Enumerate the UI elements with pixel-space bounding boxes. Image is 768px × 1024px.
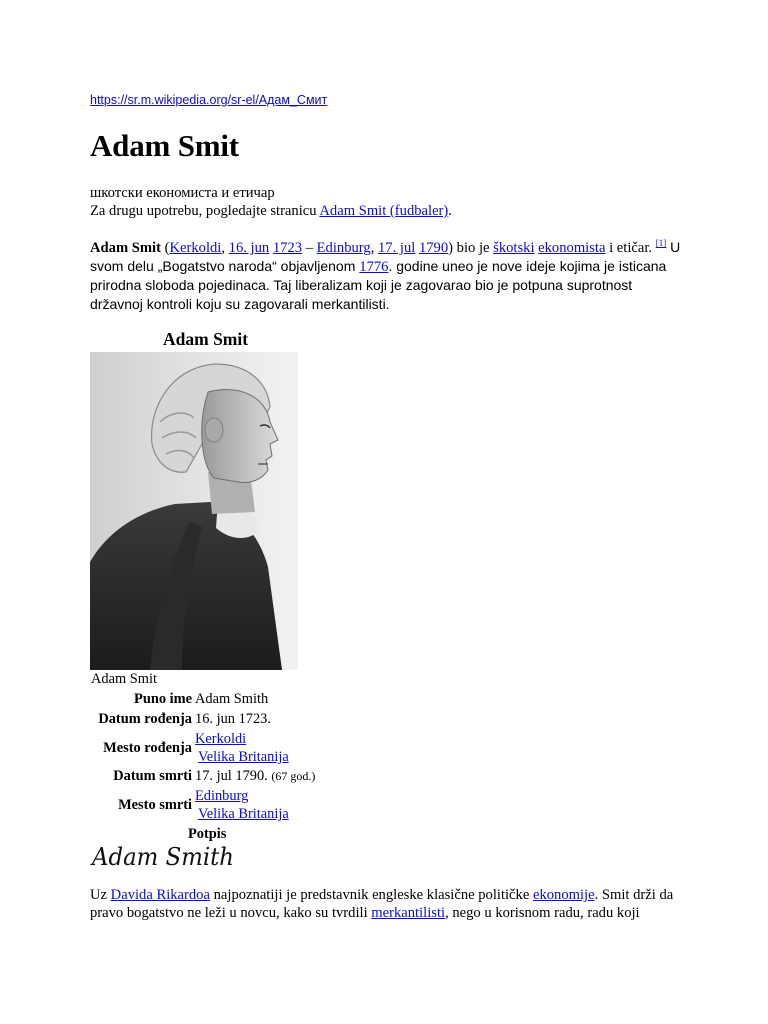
infobox-link-birth-country[interactable]: Velika Britanija — [198, 749, 289, 765]
page-title: Adam Smit — [90, 128, 239, 163]
subtitle: шкотски економиста и етичар — [90, 185, 275, 201]
infobox-label: Datum smrti — [113, 768, 192, 784]
signature-label: Potpis — [188, 826, 227, 842]
disambiguation-note: Za drugu upotrebu, pogledajte stranicu Adam Smit (fudbaler). — [90, 203, 452, 219]
link-profession[interactable]: ekonomista — [538, 240, 606, 256]
infobox-value: 16. jun 1723. — [195, 711, 271, 727]
signature-image — [90, 842, 240, 872]
link-year-1776[interactable]: 1776 — [359, 259, 389, 275]
svg-text:Adam Smith: Adam Smith — [90, 843, 234, 871]
link-birth-place[interactable]: Kerkoldi — [169, 240, 222, 256]
infobox-value: Adam Smith — [195, 691, 269, 707]
death-age: (67 god.) — [271, 769, 316, 783]
intro-paragraph: Adam Smit (Kerkoldi, 16. jun 1723 – Edinburg, 17. jul 1790) bio je škotski ekonomista i etičar. [1] U svom delu „Bogatstvo naroda“ objavljenom 1776. godine uneo je nove ideje kojima je isticana prirodna sloboda pojedinaca. Taj liberalizam koji je zagovarao bio je potpuna suprotnost državnoj kontroli koju su zagovarali merkantilisti. — [90, 238, 681, 312]
infobox-link-death-city[interactable]: Edinburg — [195, 788, 249, 804]
source-url-link[interactable]: https://sr.m.wikipedia.org/sr-el/Адам_Смит — [90, 93, 328, 107]
infobox-label: Puno ime — [134, 691, 192, 707]
link-ricardo[interactable]: Davida Rikardoa — [110, 887, 210, 903]
infobox-link-death-country[interactable]: Velika Britanija — [198, 806, 289, 822]
link-death-place[interactable]: Edinburg — [316, 240, 371, 256]
infobox-label: Datum rođenja — [98, 711, 192, 727]
reference-link[interactable]: [1] — [655, 238, 667, 249]
link-death-day[interactable]: 17. jul — [378, 240, 416, 256]
subtitle-block — [90, 184, 682, 220]
disambiguation-link[interactable]: Adam Smit (fudbaler) — [319, 203, 449, 219]
intro-name: Adam Smit — [90, 240, 161, 256]
link-birth-year[interactable]: 1723 — [272, 240, 303, 256]
infobox-label: Mesto smrti — [118, 797, 192, 813]
link-birth-day[interactable]: 16. jun — [228, 240, 270, 256]
infobox-label: Mesto rođenja — [103, 740, 192, 756]
portrait-image — [90, 352, 298, 670]
infobox-link-birth-city[interactable]: Kerkoldi — [195, 731, 247, 747]
infobox-value: 17. jul 1790. (67 god.) — [195, 768, 316, 784]
link-death-year[interactable]: 1790 — [418, 240, 449, 256]
body-paragraph: Uz Davida Rikardoa najpoznatiji je predstavnik engleske klasične političke ekonomije. Smit drži da pravo bogatstvo ne leži u novcu, kako su tvrdili merkantilisti, nego u korisnom radu, radu koji — [90, 887, 674, 921]
link-mercantilists[interactable]: merkantilisti — [371, 905, 446, 921]
link-economics[interactable]: ekonomije — [532, 887, 595, 903]
link-nationality[interactable]: škotski — [493, 240, 535, 256]
infobox-title: Adam Smit — [163, 329, 249, 349]
portrait-caption: Adam Smit — [91, 671, 157, 687]
